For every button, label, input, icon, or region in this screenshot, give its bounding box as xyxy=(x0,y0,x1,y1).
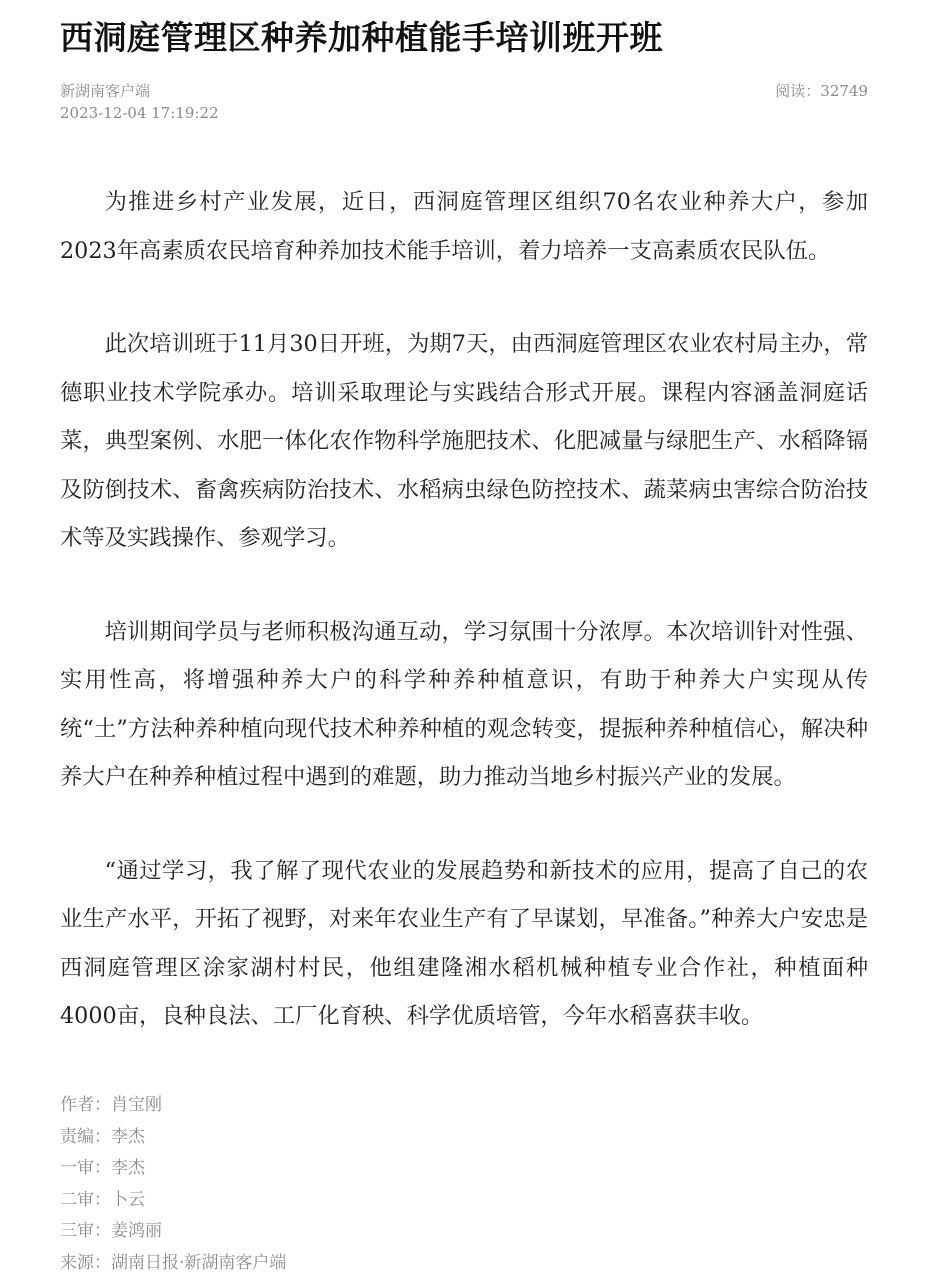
article-paragraph-2: 此次培训班于11月30日开班，为期7天，由西洞庭管理区农业农村局主办，常德职业技术学院承办。培训采取理论与实践结合形式开展。课程内容涵盖洞庭话菜，典型案例、水肥一体化农作物科学施肥技术、化肥减量与绿肥生产、水稻降镉及防倒技术、畜禽疾病防治技术、水稻病虫绿色防控技术、蔬菜病虫害综合防治技术等及实践操作、参观学习。 xyxy=(60,331,868,551)
read-count: 阅读：32749 xyxy=(775,82,868,100)
article-body xyxy=(60,178,868,1086)
credit-first-review: 一审：李杰 xyxy=(60,1158,145,1178)
article-meta xyxy=(60,80,868,124)
credit-third-review: 三审：姜鸿丽 xyxy=(60,1221,162,1241)
credit-second-review: 二审：卜云 xyxy=(60,1189,145,1210)
article-paragraph-3: 培训期间学员与老师积极沟通互动，学习氛围十分浓厚。本次培训针对性强、实用性高，将增强种养大户的科学种养种植意识，有助于种养大户实现从传统“土”方法种养种植向现代技术种养种植的观念转变，提振种养种植信心，解决种养大户在种养种植过程中遇到的难题，助力推动当地乡村振兴产业的发展。 xyxy=(60,618,868,790)
article-credits xyxy=(60,1090,868,1279)
article-datetime: 2023-12-04 17:19:22 xyxy=(60,104,219,122)
article-paragraph-1: 为推进乡村产业发展，近日，西洞庭管理区组织70名农业种养大户，参加2023年高素质农民培育种养加技术能手培训，着力培养一支高素质农民队伍。 xyxy=(60,189,868,264)
credit-author: 作者：肖宝刚 xyxy=(60,1095,162,1115)
credit-source: 来源：湖南日报·新湖南客户端 xyxy=(60,1252,287,1273)
credit-editor: 责编：李杰 xyxy=(60,1126,145,1147)
article-title: 西洞庭管理区种养加种植能手培训班开班 xyxy=(60,18,663,57)
article-paragraph-4: “通过学习，我了解了现代农业的发展趋势和新技术的应用，提高了自己的农业生产水平，开拓了视野，对来年农业生产有了早谋划，早准备。”种养大户安忠是西洞庭管理区涂家湖村村民，他组建隆湘水稻机械种植专业合作社，种植面种4000亩，良种良法、工厂化育秧、科学优质培管，今年水稻喜获丰收。 xyxy=(60,857,868,1029)
article-source: 新湖南客户端 xyxy=(60,82,151,100)
